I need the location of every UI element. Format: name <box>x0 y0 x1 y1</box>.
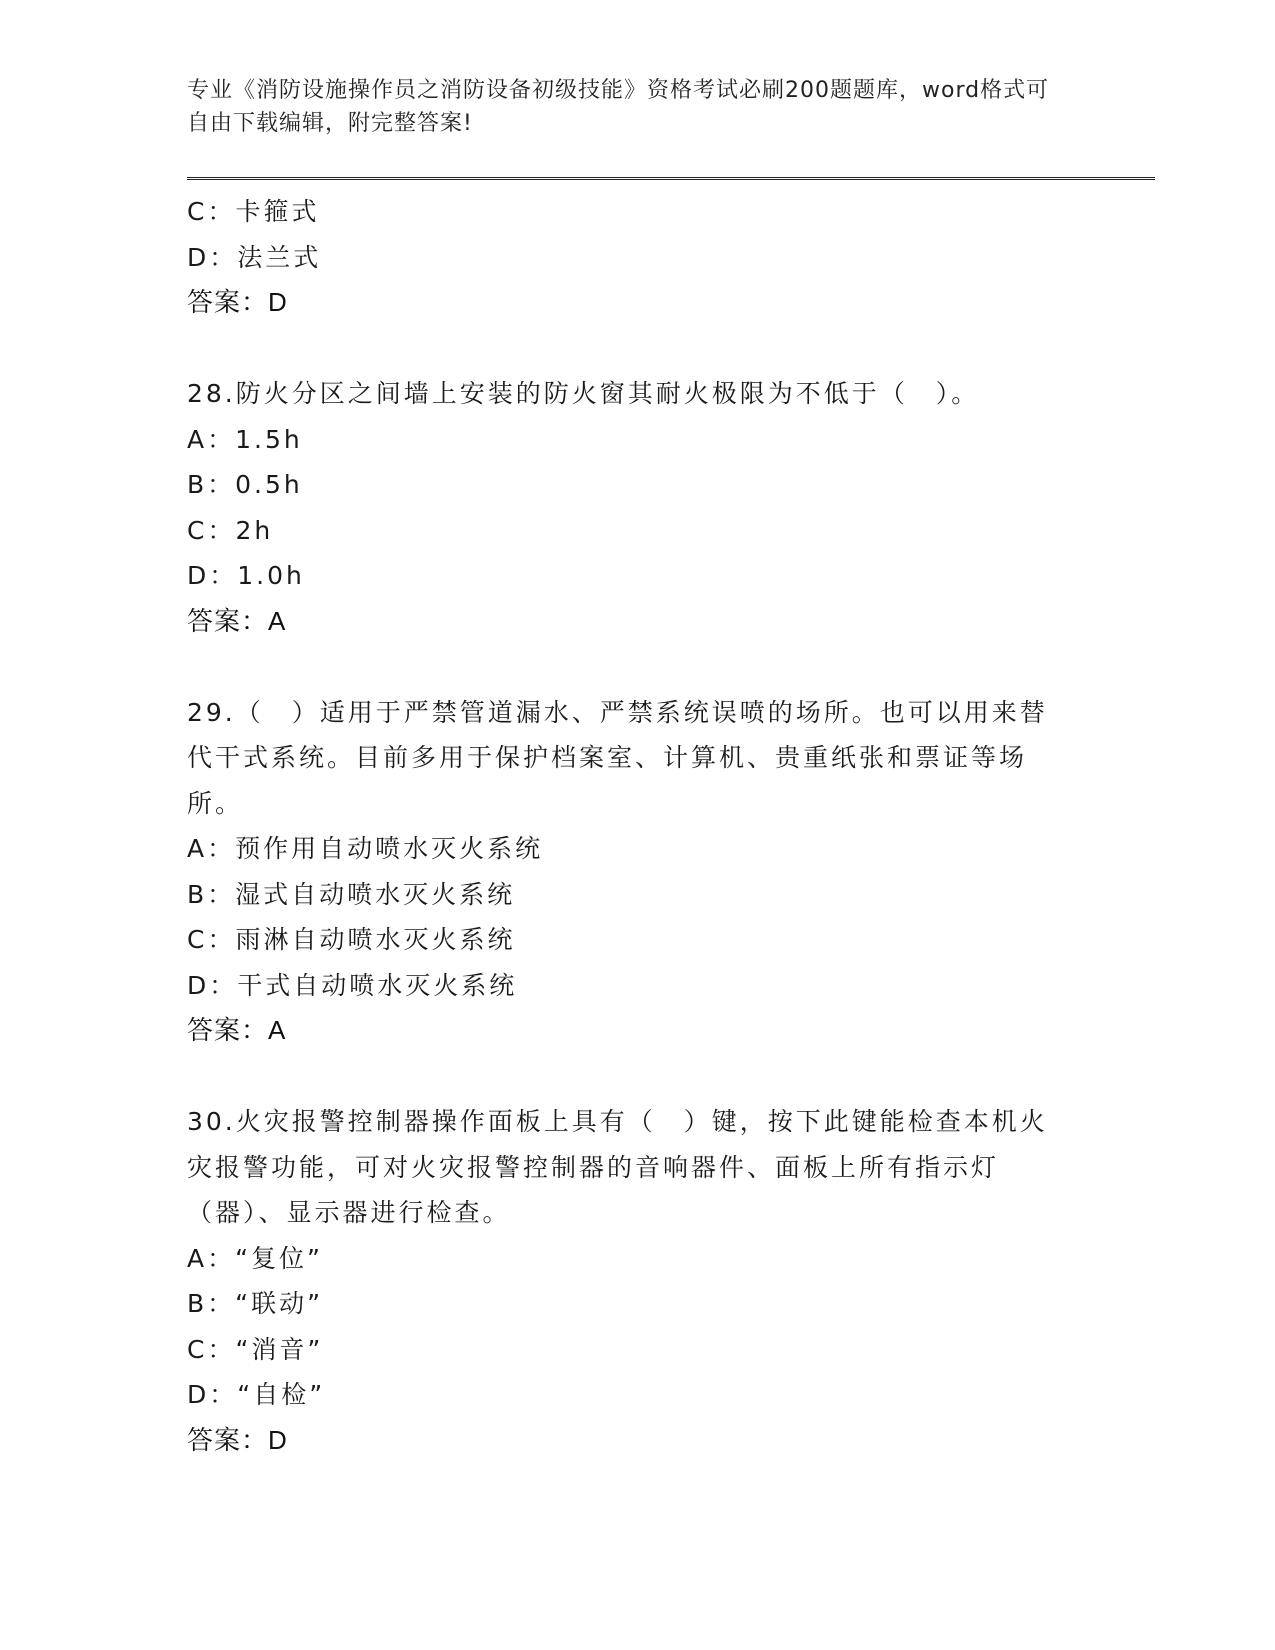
option-text: “自检” <box>237 1380 326 1409</box>
option-label: B： <box>187 1289 236 1318</box>
option-label: D： <box>187 242 238 272</box>
option-text: 2h <box>235 515 274 545</box>
option-label: A： <box>187 834 236 863</box>
answer-line: 答案：D <box>187 287 288 317</box>
option-text: 预作用自动喷水灭火系统 <box>235 834 544 863</box>
option-label: B： <box>187 879 236 909</box>
option-line <box>187 189 1087 235</box>
option-text: “复位” <box>235 1243 324 1273</box>
option-label: C： <box>187 925 236 954</box>
option-label: A： <box>187 1243 236 1273</box>
option-line <box>187 1327 1087 1373</box>
option-text: “联动” <box>235 1289 324 1318</box>
question-text: 29.（ ）适用于严禁管道漏水、严禁系统误喷的场所。也可以用来替代干式系统。目前多用于保护档案室、计算机、贵重纸张和票证等场所。 <box>187 697 1048 818</box>
option-line <box>187 553 1087 599</box>
option-line <box>187 1281 1087 1327</box>
spacer <box>187 326 1087 372</box>
answer-line: 答案：D <box>187 1424 288 1455</box>
option-text: 湿式自动喷水灭火系统 <box>235 879 516 909</box>
option-text: 干式自动喷水灭火系统 <box>237 970 518 1000</box>
header-divider <box>187 177 1155 180</box>
option-text: 法兰式 <box>237 242 322 272</box>
option-line <box>187 417 1087 463</box>
option-label: C： <box>187 1334 236 1364</box>
option-label: D： <box>187 561 238 590</box>
option-line <box>187 1372 1087 1418</box>
option-line <box>187 917 1087 963</box>
option-line <box>187 872 1087 918</box>
option-label: D： <box>187 970 238 1000</box>
spacer <box>187 1054 1087 1100</box>
option-text: 雨淋自动喷水灭火系统 <box>235 925 516 954</box>
question-text: 28.防火分区之间墙上安装的防火窗其耐火极限为不低于（ ）。 <box>187 379 980 408</box>
option-text: “消音” <box>235 1334 324 1364</box>
option-line <box>187 508 1087 554</box>
question-text: 30.火灾报警控制器操作面板上具有（ ）键，按下此键能检查本机火灾报警功能，可对火灾报警控制器的音响器件、面板上所有指示灯（器）、显示器进行检查。 <box>187 1107 1048 1227</box>
option-line <box>187 826 1087 872</box>
option-line <box>187 462 1087 508</box>
option-line <box>187 1236 1087 1282</box>
option-label: D： <box>187 1380 238 1409</box>
option-text: 0.5h <box>235 470 303 499</box>
option-line <box>187 963 1087 1009</box>
option-text: 1.0h <box>237 561 305 590</box>
spacer <box>187 644 1087 690</box>
question-content <box>187 189 1087 1463</box>
page-header: 专业《消防设施操作员之消防设备初级技能》资格考试必刷200题题库，word格式可自由下载编辑，附完整答案! <box>187 78 1050 136</box>
answer-line: 答案：A <box>187 605 287 636</box>
option-line <box>187 235 1087 281</box>
option-label: B： <box>187 470 236 499</box>
option-text: 1.5h <box>235 424 303 454</box>
answer-line: 答案：A <box>187 1015 287 1045</box>
option-label: C： <box>187 515 236 545</box>
option-text: 卡箍式 <box>235 197 320 226</box>
option-label: A： <box>187 424 236 454</box>
option-label: C： <box>187 197 236 226</box>
